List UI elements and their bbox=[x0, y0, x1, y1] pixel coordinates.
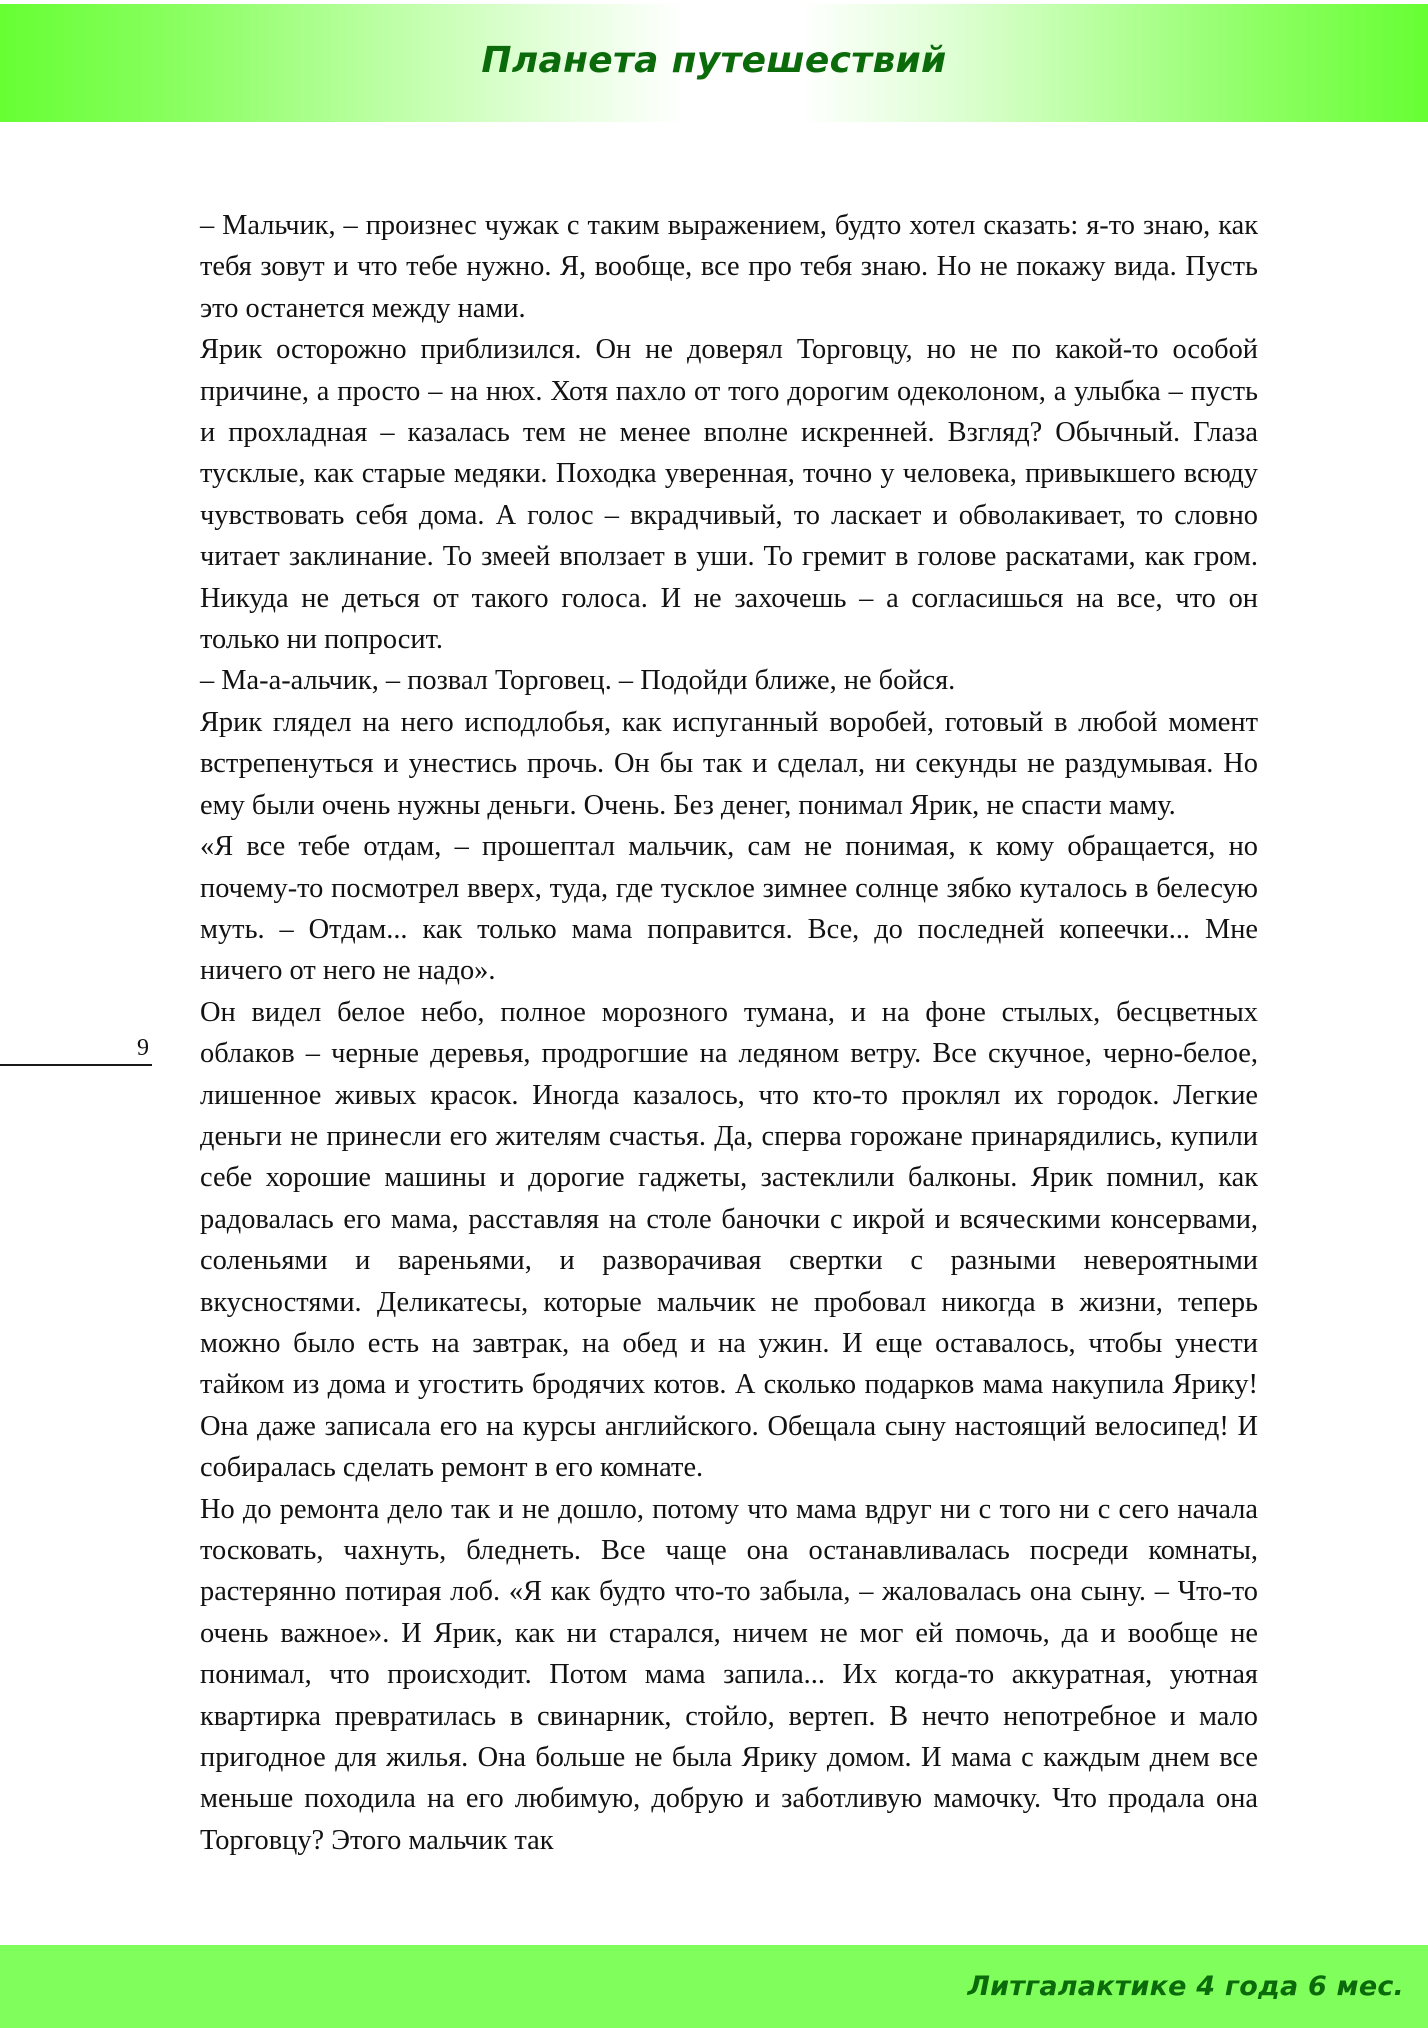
body-paragraph: Он видел белое небо, полное морозного тумана, и на фоне стылых, бесцветных облаков – черные деревья, продрогшие на ледяном ветру. Все скучное, черно-белое, лишенное живых красок. Иногда казалось, что кто-то проклял их городок. Легкие деньги не принесли его жителям счастья. Да, сперва горожане принарядились, купили себе хорошие машины и дорогие гаджеты, застеклили балконы. Ярик помнил, как радовалась его мама, расставляя на столе баночки с икрой и всяческими консервами, соленьями и вареньями, и разворачивая свертки с разными невероятными вкусностями. Деликатесы, которые мальчик не пробовал никогда в жизни, теперь можно было есть на завтрак, на обед и на ужин. И еще оставалось, чтобы унести тайком из дома и угостить бродячих котов. А сколько подарков мама накупила Ярику! Она даже записала его на курсы английского. Обещала сыну настоящий велосипед! И собиралась сделать ремонт в его комнате. bbox=[200, 996, 1258, 1484]
body-paragraph: – Мальчик, – произнес чужак с таким выражением, будто хотел сказать: я-то знаю, как тебя зовут и что тебе нужно. Я, вообще, все про тебя знаю. Но не покажу вида. Пусть это останется между нами. bbox=[200, 210, 1258, 324]
body-paragraph: «Я все тебе отдам, – прошептал мальчик, сам не понимая, к кому обращается, но почему-то посмотрел вверх, туда, где тусклое зимнее солнце зябко куталось в белесую муть. – Отдам... как только мама поправится. Все, до последней копеечки... Мне ничего от него не надо». bbox=[200, 831, 1258, 987]
page-number: 9 bbox=[137, 1035, 149, 1061]
page-number-rule bbox=[0, 1064, 152, 1066]
page-title: Планета путешествий bbox=[481, 39, 947, 81]
footer-note: Литгалактике 4 года 6 мес. bbox=[967, 1971, 1404, 2002]
body-paragraph: Ярик глядел на него исподлобья, как испуганный воробей, готовый в любой момент встрепенуться и унестись прочь. Он бы так и сделал, ни секунды не раздумывая. Но ему были очень нужны деньги. Очень. Без денег, понимал Ярик, не спасти маму. bbox=[200, 706, 1258, 821]
body-paragraph: Ярик осторожно приблизился. Он не доверял Торговцу, но не по какой-то особой причине, а просто – на нюх. Хотя пахло от того дорогим одеколоном, а улыбка – пусть и прохладная – казалась тем не менее вполне искренней. Взгляд? Обычный. Глаза тусклые, как старые медяки. Походка уверенная, точно у человека, привыкшего всюду чувствовать себя дома. А голос – вкрадчивый, то ласкает и обволакивает, то словно читает заклинание. То змеей вползает в уши. То гремит в голове раскатами, как гром. Никуда не деться от такого голоса. И не захочешь – а согласишься на все, что он только ни попросит. bbox=[200, 334, 1258, 656]
body-paragraph: – Ма-а-альчик, – позвал Торговец. – Подойди ближе, не бойся. bbox=[200, 665, 956, 697]
body-paragraph: Но до ремонта дело так и не дошло, потому что мама вдруг ни с того ни с сего начала тосковать, чахнуть, бледнеть. Все чаще она останавливалась посреди комнаты, растерянно потирая лоб. «Я как будто что-то забыла, – жаловалась она сыну. – Что-то очень важное». И Ярик, как ни старался, ничем не мог ей помочь, да и вообще не понимал, что происходит. Потом мама запила... Их когда-то аккуратная, уютная квартирка превратилась в свинарник, стойло, вертеп. В нечто непотребное и мало пригодное для жилья. Она больше не была Ярику домом. И мама с каждым днем все меньше походила на его любимую, добрую и заботливую мамочку. Что продала она Торговцу? Этого мальчик так bbox=[200, 1493, 1258, 1856]
body-text-column bbox=[200, 205, 1258, 1861]
page-footer-band bbox=[0, 1945, 1428, 2028]
page-header-band bbox=[0, 4, 1428, 122]
page-number-block bbox=[0, 1035, 152, 1066]
